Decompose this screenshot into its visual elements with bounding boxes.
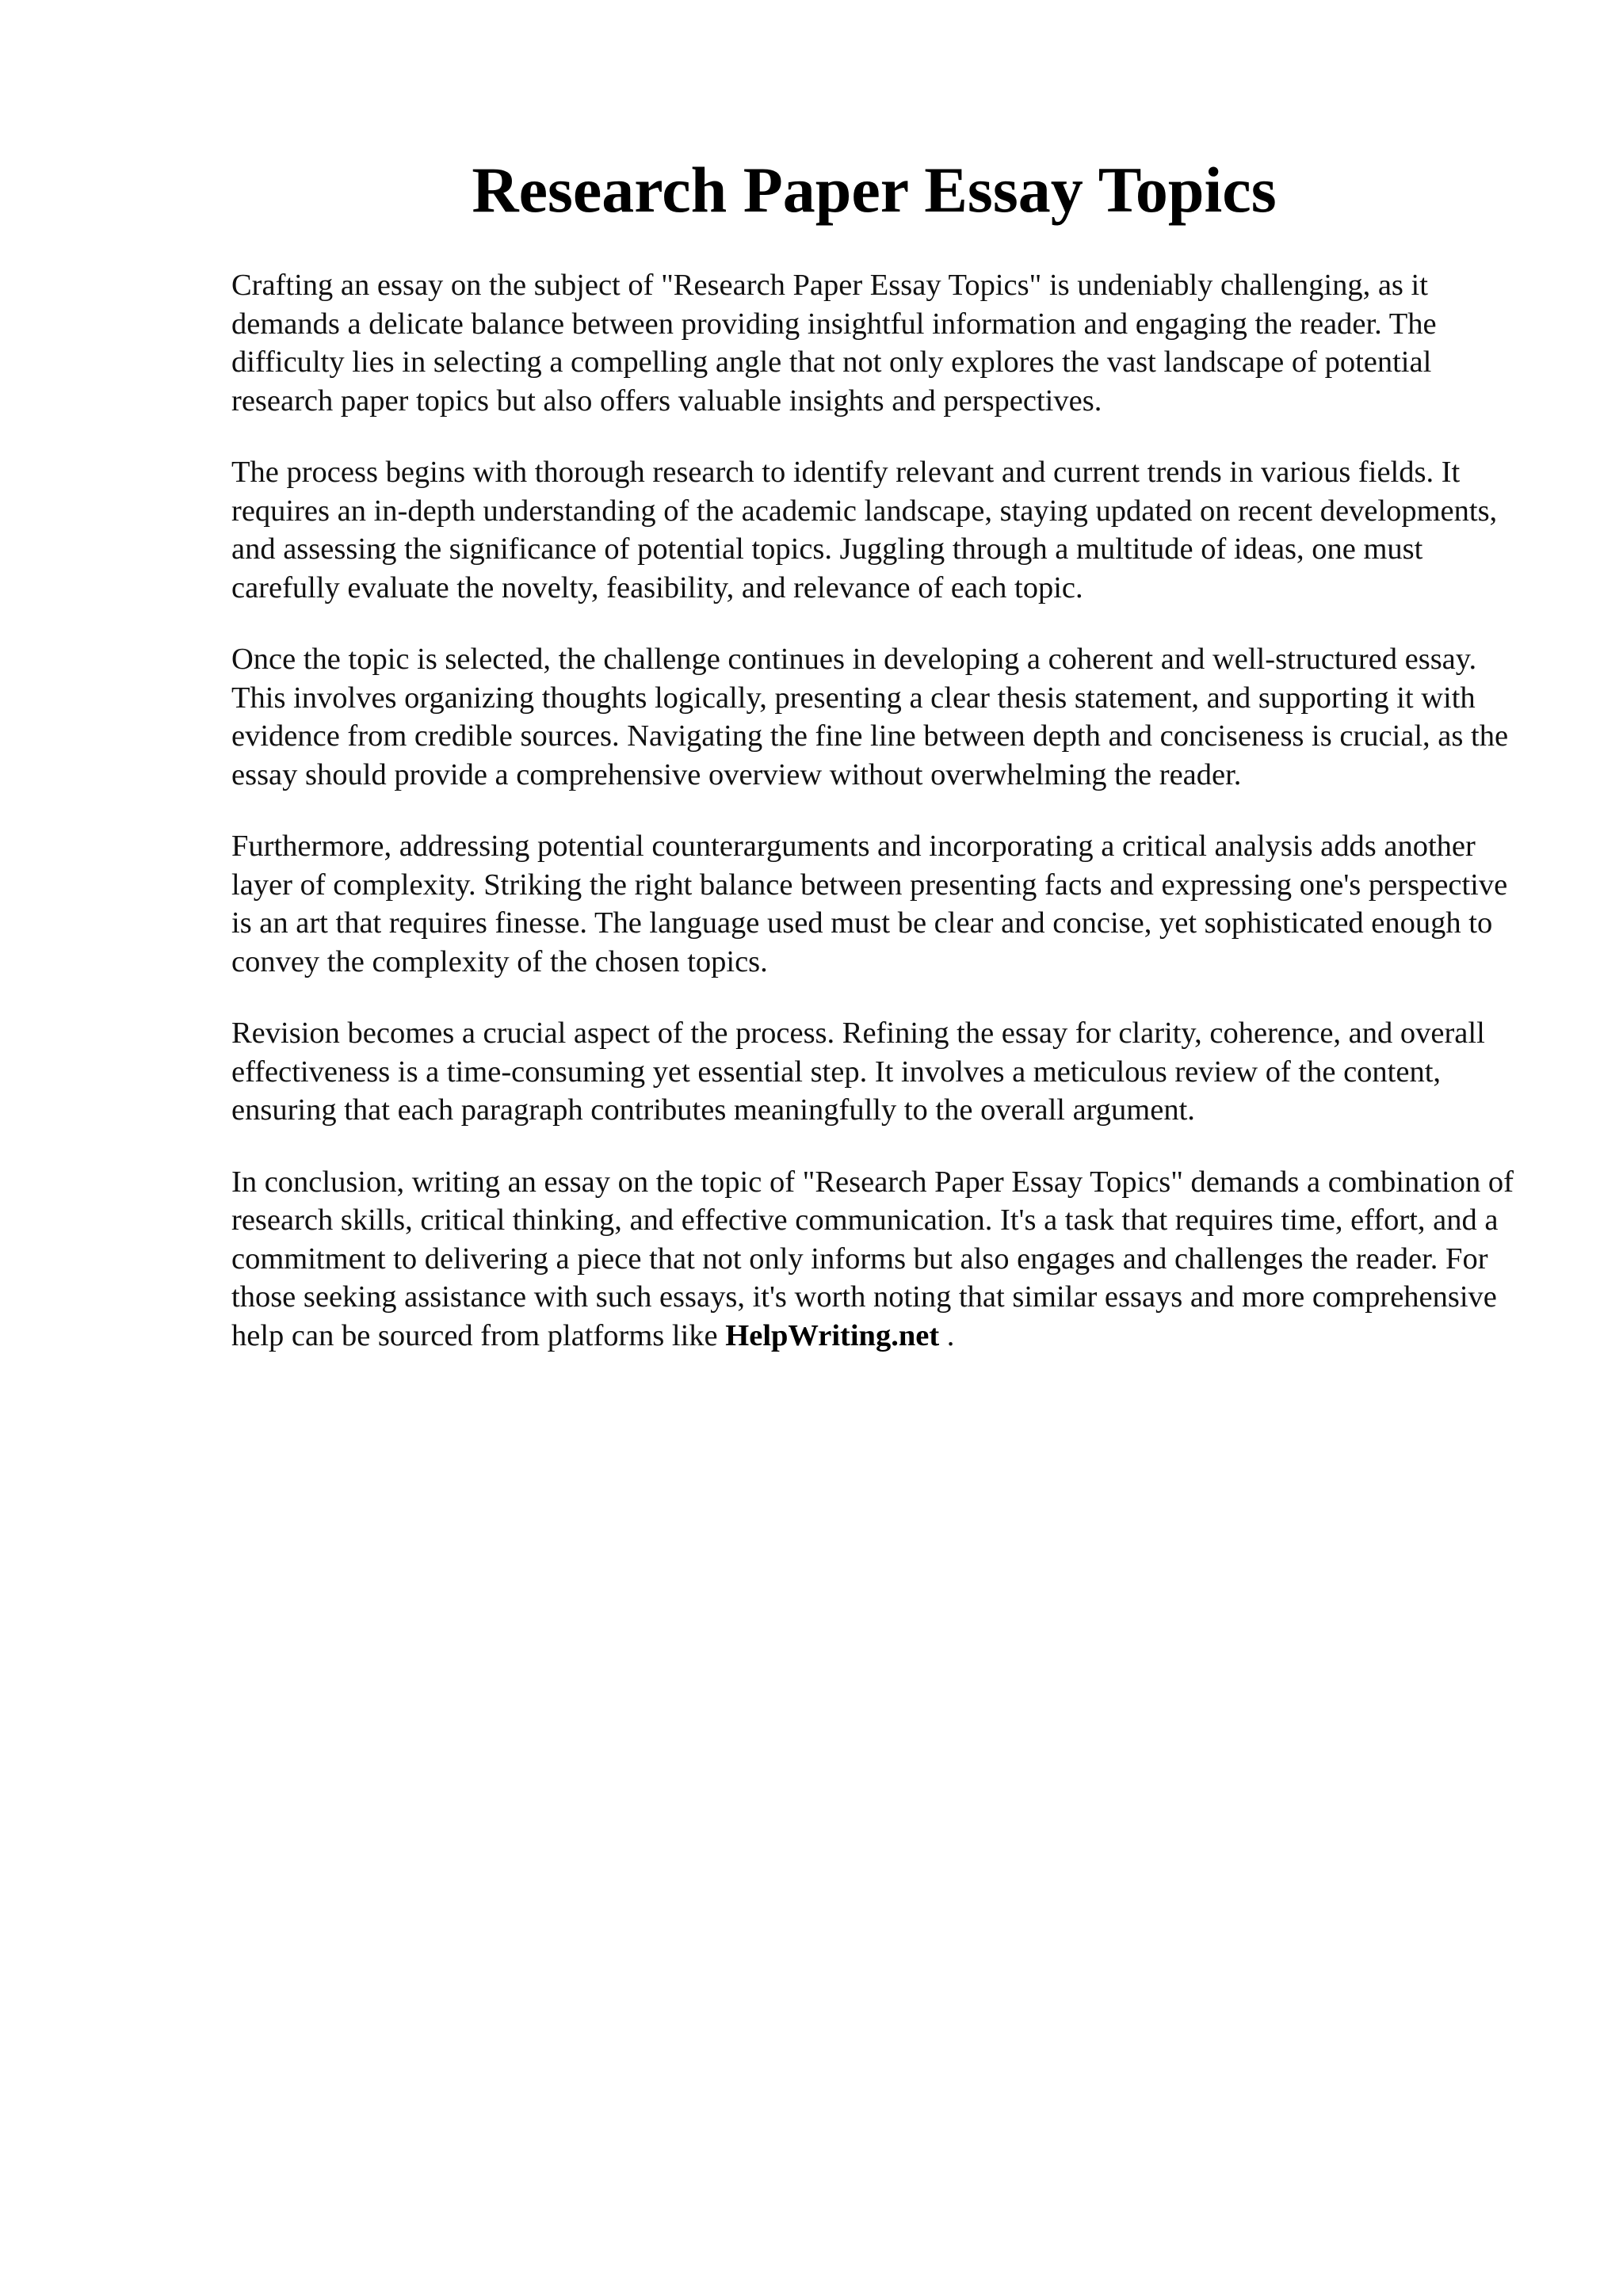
paragraph-3: Once the topic is selected, the challenge continues in developing a coherent and well-structured essay. This involves organizing thoughts logically, presenting a clear thesis statement, and supporting it with evidence from credible sources. Navigating the fine line between depth and conciseness is crucial, as the essay should provide a comprehensive overview without overwhelming the reader.	[231, 643, 1509, 791]
helpwriting-link[interactable]: HelpWriting.net	[725, 1318, 940, 1352]
paragraph-2: The process begins with thorough research to identify relevant and current trends in various fields. It requires an in-depth understanding of the academic landscape, staying updated on recent developments, and assessing the significance of potential topics. Juggling through a multitude of ideas, one must carefully evaluate the novelty, feasibility, and relevance of each topic.	[231, 456, 1498, 605]
page-title: Research Paper Essay Topics	[472, 154, 1277, 226]
conclusion-text: In conclusion, writing an essay on the topic of "Research Paper Essay Topics" demands a combination of research skills, critical thinking, and effective communication. It's a task that requires time, effort, and a commitment to delivering a piece that not only informs but also engages and challenges the reader. For those seeking assistance with such essays, it's worth noting that similar essays and more comprehensive help can be sourced from platforms like	[231, 1165, 1514, 1352]
document-body	[231, 266, 1517, 1388]
paragraph-5: Revision becomes a crucial aspect of the process. Refining the essay for clarity, coherence, and overall effectiveness is a time-consuming yet essential step. It involves a meticulous review of the content, ensuring that each paragraph contributes meaningfully to the overall argument.	[231, 1016, 1485, 1127]
paragraph-4: Furthermore, addressing potential counterarguments and incorporating a critical analysis adds another layer of complexity. Striking the right balance between presenting facts and expressing one's perspective is an art that requires finesse. The language used must be clear and concise, yet sophisticated enough to convey the complexity of the chosen topics.	[231, 830, 1508, 978]
conclusion-end: .	[939, 1318, 955, 1352]
conclusion-paragraph	[231, 1163, 1517, 1356]
paragraph-1: Crafting an essay on the subject of "Research Paper Essay Topics" is undeniably challenging, as it demands a delicate balance between providing insightful information and engaging the reader. The difficulty lies in selecting a compelling angle that not only explores the vast landscape of potential research paper topics but also offers valuable insights and perspectives.	[231, 269, 1437, 418]
